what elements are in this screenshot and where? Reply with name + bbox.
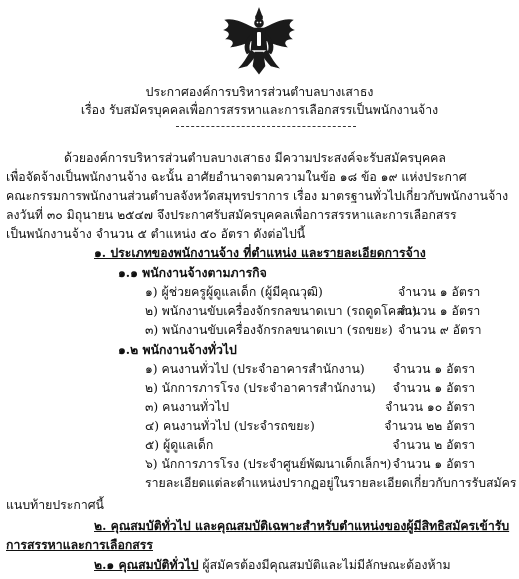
section1-note-line-1: รายละเอียดแต่ละตำแหน่งปรากฏอยู่ในรายละเอียดเกี่ยวกับการรับสมัคร xyxy=(145,476,517,490)
list-item-count: จำนวน ๙ อัตรา xyxy=(398,323,482,337)
list-item-name: ๒) นักการภารโรง (ประจำอาคารสำนักงาน) xyxy=(145,381,376,395)
announcement-title: ประกาศองค์การบริหารส่วนตำบลบางเสาธง xyxy=(145,85,374,99)
list-item-count: จำนวน ๑๐ อัตรา xyxy=(385,400,475,414)
list-item-name: ๑) ผู้ช่วยครูผู้ดูแลเด็ก (ผู้มีคุณวุฒิ) xyxy=(145,285,323,299)
list-item-name: ๒) พนักงานขับเครื่องจักรกลขนาดเบา (รถดูดโคลน) xyxy=(145,304,417,318)
list-item-count: จำนวน ๑ อัตรา xyxy=(392,457,475,471)
section2-heading-line-2: การสรรหาและการเลือกสรร xyxy=(6,537,153,552)
intro-line-2: เพื่อจัดจ้างเป็นพนักงานจ้าง ฉะนั้น อาศัยอำนาจตามความในข้อ ๑๘ ข้อ ๑๙ แห่งประกาศ xyxy=(6,170,467,184)
list-item-count: จำนวน ๒๒ อัตรา xyxy=(384,419,475,433)
list-item-name: ๖) นักการภารโรง (ประจำศูนย์พัฒนาเด็กเล็กฯ) xyxy=(145,457,392,471)
section2-1-text: ผู้สมัครต้องมีคุณสมบัติและไม่มีลักษณะต้องห้าม xyxy=(198,558,451,572)
section2-1-line xyxy=(94,557,451,573)
list-item-name: ๓) พนักงานขับเครื่องจักรกลขนาดเบา (รถขยะ) xyxy=(145,323,393,337)
list-item-count: จำนวน ๑ อัตรา xyxy=(392,362,475,376)
list-item-count: จำนวน ๒ อัตรา xyxy=(392,438,475,452)
list-item-count: จำนวน ๑ อัตรา xyxy=(392,381,475,395)
announcement-subject: เรื่อง รับสมัครบุคคลเพื่อการสรรหาและการเลือกสรรเป็นพนักงานจ้าง xyxy=(80,103,439,117)
intro-line-5: เป็นพนักงานจ้าง จำนวน ๕ ตำแหน่ง ๕๐ อัตรา ดังต่อไปนี้ xyxy=(6,227,306,241)
section2-1-label: ๒.๑ คุณสมบัติทั่วไป xyxy=(94,557,199,572)
section1-2-heading: ๑.๒ พนักงานจ้างทั่วไป xyxy=(118,342,237,357)
intro-line-3: คณะกรรมการพนักงานส่วนตำบลจังหวัดสมุทรปราการ เรื่อง มาตรฐานทั่วไปเกี่ยวกับพนักงานจ้าง xyxy=(6,189,509,203)
list-item-name: ๔) คนงานทั่วไป (ประจำรถขยะ) xyxy=(145,419,315,433)
list-item-name: ๕) ผู้ดูแลเด็ก xyxy=(145,438,214,452)
intro-line-4: ลงวันที่ ๓๐ มิถุนายน ๒๕๔๗ จึงประกาศรับสมัครบุคคลเพื่อการสรรหาและการเลือกสรร xyxy=(6,208,457,222)
list-item-name: ๓) คนงานทั่วไป xyxy=(145,400,230,414)
section1-note-line-2: แนบท้ายประกาศนี้ xyxy=(6,498,104,512)
garuda-emblem xyxy=(221,6,297,78)
list-item-count: จำนวน ๑ อัตรา xyxy=(398,285,481,299)
intro-line-1: ด้วยองค์การบริหารส่วนตำบลบางเสาธง มีความประสงค์จะรับสมัครบุคคล xyxy=(64,151,446,165)
section1-1-heading: ๑.๑ พนักงานจ้างตามภารกิจ xyxy=(118,265,267,280)
section1-heading: ๑. ประเภทของพนักงานจ้าง ที่ตำแหน่ง และรายละเอียดการจ้าง xyxy=(94,245,426,260)
list-item-name: ๑) คนงานทั่วไป (ประจำอาคารสำนักงาน) xyxy=(145,362,365,376)
title-separator xyxy=(176,126,356,127)
list-item-count: จำนวน ๑ อัตรา xyxy=(398,304,481,318)
section2-heading-line-1: ๒. คุณสมบัติทั่วไป และคุณสมบัติเฉพาะสำหรับตำแหน่งของผู้มีสิทธิสมัครเข้ารับ xyxy=(94,518,510,533)
